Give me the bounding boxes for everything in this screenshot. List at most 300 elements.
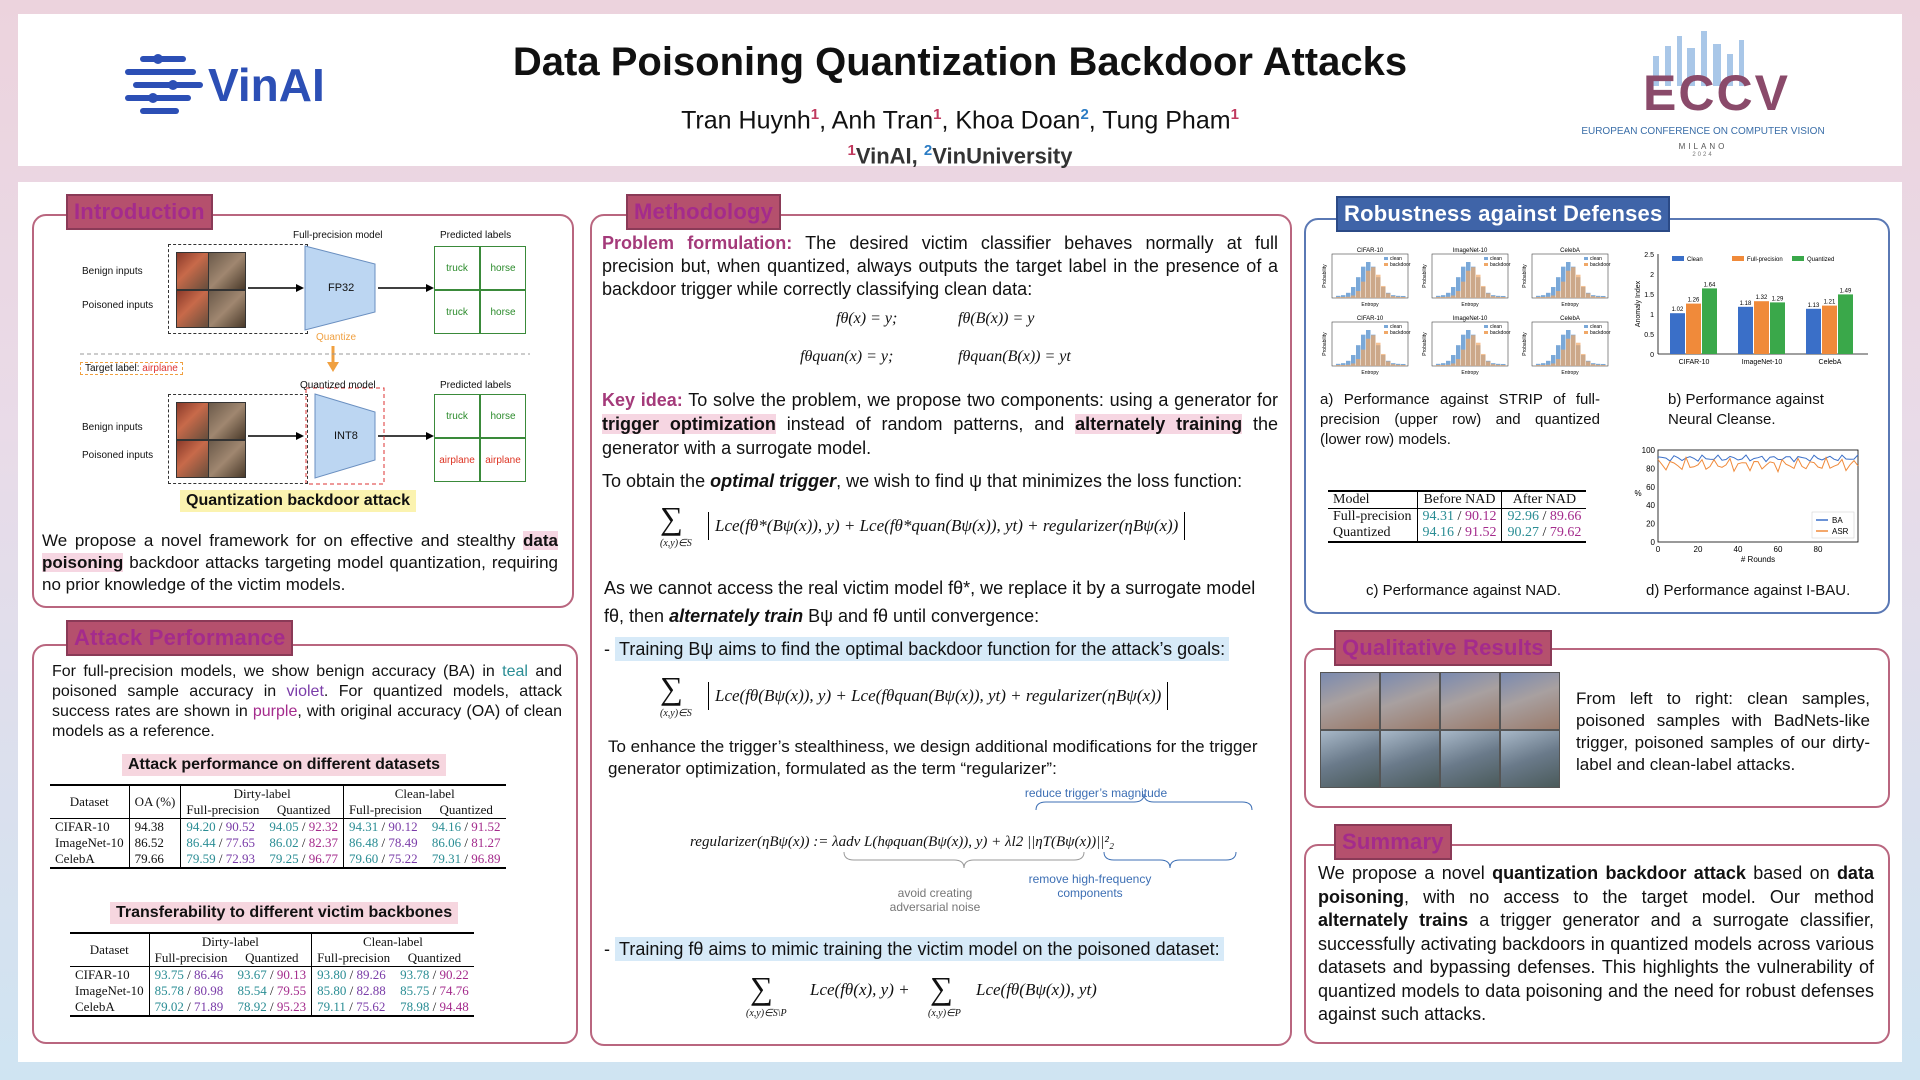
eccv-logo [1573,26,1833,156]
strip-bar-backdoor [1571,267,1576,298]
t1-cell-pair [427,819,506,836]
attack-text-teal: teal [502,663,528,680]
t1-sep: / [461,819,472,834]
strip-title: CelebA [1560,248,1580,254]
qual-sample-image [1380,730,1440,788]
t1-head-dirty: Dirty-label [181,785,344,802]
t2-value: 78.92 [237,999,267,1014]
strip-legend-swatch [1584,325,1588,328]
t2-sep: / [346,967,357,982]
affil-1: VinAI, [855,143,918,169]
nc-bar-label: 1.32 [1755,295,1768,302]
t2-cell-pair [233,967,312,984]
t1-head-dataset: Dataset [50,785,129,819]
nc-xtick: ImageNet-10 [1741,359,1783,366]
strip-bar-backdoor [1481,286,1486,298]
nc-bar [1738,307,1753,354]
strip-bar-backdoor [1556,359,1561,366]
nc-xtick: CelebA [1818,359,1842,366]
strip-title: CelebA [1560,316,1580,322]
strip-bar-backdoor [1556,291,1561,298]
nc-legend-swatch [1732,256,1744,261]
t2-sep: / [346,983,357,998]
nc-bar-label: 1.13 [1807,302,1820,309]
t1-cell-oa: 86.52 [129,835,181,851]
strip-bar-backdoor [1596,365,1601,366]
t1-cell-oa: 94.38 [129,819,181,836]
t2-head-dirty: Dirty-label [149,933,312,950]
t1-sep: / [461,851,472,866]
t1-value: 86.48 [348,835,379,850]
nc-bar [1822,306,1837,354]
strip-hist [1422,316,1511,376]
strip-legend-clean: clean [1390,256,1402,262]
strip-xlabel: Entropy [1361,370,1379,376]
ibau-legend-label: BA [1832,516,1843,525]
method-ki-a: To solve the problem, we propose two components: using a generator for [688,390,1279,410]
nc-bar-label: 1.26 [1687,297,1700,304]
t2-cell-pair [149,967,232,984]
t2-value: 79.02 [154,999,184,1014]
eq-1a: fθ(x) = y; [836,310,898,327]
strip-bar-backdoor [1471,335,1476,366]
strip-bar-backdoor [1396,365,1401,366]
nad-head-model: Model [1328,491,1417,509]
anno-remove-hf: remove high-frequency components [1028,872,1152,900]
fig-quantize-label: Quantize [316,332,357,343]
method-ki-hl1: trigger optimization [602,414,776,434]
sum-icon-2: ∑ [660,670,683,706]
qual-text: From left to right: clean samples, poisoned samples with BadNets-like trigger, poisoned samples of our dirty-label and clean-label attacks. [1576,689,1870,774]
loss-3-sum-a: (x,y)∈S\P [746,1008,787,1019]
fig-int8-label: INT8 [334,430,358,442]
method-bullet-1 [604,638,1280,660]
strip-bar-backdoor [1586,361,1591,366]
strip-bar-backdoor [1346,365,1351,366]
strip-ylabel: Probability [1422,332,1428,356]
nad-value: 90.12 [1464,509,1497,524]
t2-value: 85.80 [317,983,347,998]
strip-legend-swatch [1484,325,1488,328]
t2-value: 89.26 [356,967,386,982]
strip-legend-swatch [1484,263,1488,266]
nc-bar [1754,301,1769,354]
ibau-ytick: 20 [1646,519,1655,529]
t1-value: 94.16 [431,819,462,834]
t2-sep: / [345,999,357,1014]
method-title: Methodology [626,194,781,230]
method-surr-a: As we cannot access the real victim model fθ*, we replace it by a surrogate model fθ, then [604,578,1256,626]
ibau-line-ba [1658,455,1858,462]
attack-table-1 [50,784,506,869]
strip-bar-backdoor [1391,296,1396,298]
method-ki-b: instead of random patterns, and [786,414,1065,434]
t1-value: 96.77 [308,851,338,866]
strip-title: ImageNet-10 [1452,248,1488,254]
strip-bar-backdoor [1561,350,1566,366]
fig-fp32-label: FP32 [328,282,355,294]
loss-1 [660,500,1220,560]
t1-value: 96.89 [471,851,501,866]
strip-bar-backdoor [1456,291,1461,298]
strip-bar-backdoor [1376,275,1381,298]
ibau-ytick: 100 [1641,446,1655,455]
strip-legend-backdoor: backdoor [1490,262,1511,268]
neural-cleanse-chart [1630,244,1880,380]
strip-bar-backdoor [1461,282,1466,298]
ibau-xtick: 20 [1693,545,1703,554]
t2-value: 93.75 [154,967,184,982]
t2-cell-pair [395,967,474,984]
author-1-sup: 1 [810,106,820,123]
fig-poisoned-label-bot: Poisoned inputs [82,450,154,461]
nc-legend-swatch [1672,256,1684,261]
strip-ylabel: Probability [1522,332,1528,356]
qual-sample-image [1440,730,1500,788]
strip-hist [1522,248,1611,308]
author-3: Khoa Doan [955,106,1081,135]
strip-bar-backdoor [1336,365,1341,366]
strip-histograms [1314,244,1614,380]
strip-bar-backdoor [1361,282,1366,298]
strip-bar-backdoor [1466,271,1471,298]
t2-value: 93.80 [317,967,347,982]
loss-3-expr-a: Lce(fθ(x), y) + [810,980,910,999]
strip-legend-clean: clean [1490,256,1502,262]
nc-bar-label: 1.29 [1771,296,1784,303]
t2-sep: / [183,967,194,982]
nc-bar-label: 1.21 [1823,299,1836,306]
strip-bar-backdoor [1371,335,1376,366]
fig-pred-bot-4: airplane [480,438,526,482]
method-opt [602,470,1282,492]
strip-bar-backdoor [1546,297,1551,298]
t2-cell-pair [233,983,312,999]
eq-2b: fθquan(B(x)) = yt [958,348,1071,365]
eccv-logo-sub: EUROPEAN CONFERENCE ON COMPUTER VISION [1581,126,1825,137]
t1-cell-pair [343,851,426,868]
t2-value: 82.88 [356,983,386,998]
strip-bar-backdoor [1576,343,1581,366]
nc-xtick: CIFAR-10 [1678,359,1710,366]
eccv-logo-city: MILANO [1678,142,1728,151]
strip-bar-backdoor [1601,365,1606,366]
strip-bar-backdoor [1596,297,1601,298]
nc-legend-label: Clean [1687,257,1703,263]
method-ki-hl2: alternately training [1075,414,1243,434]
method-stealth: To enhance the trigger’s stealthiness, we design additional modifications for the trigger generator optimization, formulated as the term “regularizer”: [608,737,1258,778]
strip-bar-backdoor [1381,286,1386,298]
t1-cell-pair [427,835,506,851]
nad-sep: / [1454,509,1465,524]
caption-b: b) Performance against Neural Cleanse. [1668,391,1824,428]
t2-head-q2: Quantized [395,950,474,967]
table-row [1328,509,1586,526]
fig-pred-bot-2: horse [480,394,526,438]
affil-2: VinUniversity [932,143,1073,169]
t2-value: 79.11 [317,999,346,1014]
strip-bar-backdoor [1386,293,1391,298]
strip-bar-backdoor [1351,363,1356,366]
nad-value: 94.31 [1422,509,1455,524]
strip-bar-backdoor [1376,343,1381,366]
fig-img-horse-2 [208,402,246,440]
t1-value: 82.37 [308,835,338,850]
t1-value: 72.93 [225,851,256,866]
t1-value: 81.27 [471,835,501,850]
strip-bar-backdoor [1591,364,1596,366]
anno-reduce-magnitude: reduce trigger’s magnitude [1024,786,1168,800]
attack-text-4: , with original accuracy (OA) of clean models as a reference. [52,703,562,740]
qual-sample-image [1320,672,1380,730]
t2-sep: / [266,983,277,998]
t2-head-clean: Clean-label [362,934,423,949]
strip-legend-backdoor: backdoor [1590,262,1611,268]
attack-text-purple: purple [252,703,298,720]
t1-cell-dataset: CIFAR-10 [50,819,129,836]
nc-ytick: 2 [1650,272,1654,279]
header [18,14,1902,169]
author-4: Tung Pham [1102,106,1231,135]
author-2-sup: 1 [933,106,942,123]
affil-1-sup: 1 [847,142,856,159]
robust-title: Robustness against Defenses [1336,196,1670,232]
strip-bar-backdoor [1446,365,1451,366]
strip-bar-backdoor [1341,297,1346,298]
fig-q-model-label: Quantized model [300,380,376,391]
fig-pred-top-4: horse [480,290,526,334]
t2-value: 86.46 [193,967,224,982]
strip-bar-backdoor [1476,275,1481,298]
fig-pred-bot-1: truck [434,394,480,438]
t1-cell-dataset: CelebA [50,851,129,868]
t2-cell-dataset: CelebA [70,999,149,1016]
t2-sep: / [183,983,194,998]
nad-value: 79.62 [1549,525,1582,540]
t1-head-oa: OA (%) [129,785,181,819]
authors: Tran Huynh$^1$, Anh Tran$^1$, Khoa Doan$^2$, Tung Pham$^1$ [681,106,1239,135]
t1-cell-dataset: ImageNet-10 [50,835,129,851]
strip-bar-backdoor [1366,271,1371,298]
ibau-xtick: 80 [1813,545,1823,554]
caption-a: a) Performance against STRIP of full-precision (upper row) and quantized (lower row) models. [1320,391,1600,448]
attack-text [52,662,562,742]
nc-ytick: 0 [1650,352,1654,359]
t2-cell-pair [149,983,232,999]
ibau-ytick: 40 [1646,501,1655,511]
t1-cell-pair [181,819,264,836]
fig-pred-top-1: truck [434,246,480,290]
method-pf-label: Problem formulation: [602,233,793,253]
strip-xlabel: Entropy [1361,302,1379,308]
strip-legend-clean: clean [1490,324,1502,330]
nad-cell-pair [1417,509,1502,526]
method-opt-b: optimal trigger [710,471,837,491]
strip-bar-backdoor [1591,296,1596,298]
t2-cell-pair [395,999,474,1016]
author-4-sup: 1 [1230,106,1239,123]
strip-ylabel: Probability [1322,264,1328,288]
t2-head-q1: Quantized [233,950,312,967]
fig-pred-bot-3: airplane [434,438,480,482]
strip-bar-backdoor [1481,354,1486,366]
nc-bar [1670,313,1685,354]
ibau-xtick: 40 [1733,545,1743,554]
t1-cell-pair [181,835,264,851]
t1-sep: / [378,835,389,850]
t2-value: 95.23 [276,999,307,1014]
t1-value: 92.32 [308,819,338,834]
intro-text-a: We propose a novel framework for on effective and stealthy [42,531,516,550]
t1-value: 94.05 [269,819,299,834]
strip-bar-backdoor [1566,271,1571,298]
nc-bar [1838,294,1853,354]
nc-ytick: 1 [1650,312,1654,319]
t1-value: 75.22 [388,851,418,866]
loss-3 [746,970,1170,1030]
t2-sep: / [429,983,440,998]
strip-bar-backdoor [1361,350,1366,366]
ibau-ytick: 60 [1646,482,1655,492]
t2-sep: / [429,999,440,1014]
qual-sample-image [1500,730,1560,788]
table-row [50,819,506,836]
strip-bar-backdoor [1386,361,1391,366]
eq-2a: fθquan(x) = y; [800,348,894,365]
t2-sep: / [266,967,277,982]
strip-legend-swatch [1584,257,1588,260]
summary-hl1: quantization backdoor attack [1492,863,1746,883]
strip-bar-backdoor [1446,297,1451,298]
ibau-xlabel: # Rounds [1740,555,1776,564]
t1-sep: / [215,835,226,850]
t2-value: 93.78 [400,967,430,982]
ibau-ytick: 0 [1650,538,1655,547]
nad-cell-pair [1502,509,1586,526]
caption-c: c) Performance against NAD. [1366,582,1562,599]
ibau-chart [1632,444,1882,574]
bullet-dash-2: - [604,939,615,959]
t1-head-q1: Quantized [264,802,343,819]
strip-hist [1322,316,1411,376]
nc-bar [1806,309,1821,354]
strip-bar-backdoor [1551,295,1556,298]
t1-value: 91.52 [471,819,501,834]
strip-legend-clean: clean [1590,324,1602,330]
nc-ytick: 2.5 [1644,252,1654,259]
method-b2-text: Training fθ aims to mimic training the victim model on the poisoned dataset: [615,937,1224,961]
method-bullet-2 [604,938,1280,960]
ibau-line-asr [1658,458,1858,472]
strip-bar-backdoor [1451,295,1456,298]
method-surr-b: alternately train [669,606,804,626]
t2-value: 71.89 [193,999,224,1014]
strip-bar-backdoor [1436,365,1441,366]
eccv-logo-year: 2024 [1692,152,1714,158]
t2-cell-dataset: ImageNet-10 [70,983,149,999]
strip-bar-backdoor [1356,359,1361,366]
t1-sep: / [378,851,389,866]
strip-ylabel: Probability [1322,332,1328,356]
strip-bar-backdoor [1576,275,1581,298]
nc-bar [1770,302,1785,354]
t1-sep: / [215,851,226,866]
nad-cell-pair [1502,525,1586,542]
fig-poisoned-label-top: Poisoned inputs [82,300,154,311]
table-row [50,835,506,851]
fig-pred-labels-top: Predicted labels [440,230,512,241]
fig-pred-top-3: truck [434,290,480,334]
strip-bar-backdoor [1351,295,1356,298]
nad-value: 90.27 [1507,525,1539,540]
t2-head-fp2: Full-precision [312,950,395,967]
t1-sep: / [378,819,389,834]
t1-value: 77.65 [225,835,256,850]
strip-bar-backdoor [1546,365,1551,366]
method-pf-text: The desired victim classifier behaves normally at full precision but, when quantized, always outputs the target label in the presence of a backdoor trigger while correctly classifying clean data: [602,233,1278,299]
t1-sep: / [215,819,226,834]
loss-2-sum: (x,y)∈S [660,708,692,719]
regularizer-eq: regularizer(ηBψ(x)) := λadv L(hφquan(Bψ(x)), y) + λl2 ||ηT(Bψ(x))||²₂ [690,834,1115,850]
strip-legend-swatch [1584,331,1588,334]
t1-value: 79.59 [186,851,216,866]
strip-title: CIFAR-10 [1356,248,1384,254]
strip-bar-backdoor [1496,365,1501,366]
table-row [1328,525,1586,542]
t1-value: 94.31 [348,819,379,834]
t2-cell-dataset: CIFAR-10 [70,967,149,984]
t1-cell-pair [264,819,343,836]
nc-bar-label: 1.64 [1703,282,1716,289]
intro-figure [60,226,550,506]
ibau-legend-label: ASR [1832,527,1849,536]
t1-cell-pair [343,835,426,851]
sum-icon-3: ∑ [750,970,773,1006]
table-row [70,999,474,1016]
strip-legend-backdoor: backdoor [1590,330,1611,336]
attack-text-3: . For quantized models, attack success rates are shown in [52,683,562,720]
method-opt-a: To obtain the [602,471,706,491]
strip-bar-backdoor [1571,335,1576,366]
ibau-xtick: 60 [1773,545,1783,554]
t2-sep: / [266,999,277,1014]
vinai-logo-text: VinAI [208,59,325,111]
t1-value: 79.25 [269,851,299,866]
loss-3-sum-b: (x,y)∈P [928,1008,961,1019]
t1-head-fp1: Full-precision [181,802,264,819]
eq-1b: fθ(B(x)) = y [958,310,1035,327]
nad-value: 89.66 [1549,509,1582,524]
qual-image-grid [1320,672,1562,788]
strip-bar-backdoor [1336,297,1341,298]
t2-cell-pair [312,967,395,984]
strip-hist [1322,248,1411,308]
ibau-ytick: 80 [1646,464,1655,474]
nad-sep: / [1454,525,1465,540]
strip-xlabel: Entropy [1461,370,1479,376]
strip-bar-backdoor [1541,365,1546,366]
t2-head-fp1: Full-precision [149,950,232,967]
qual-sample-image [1320,730,1380,788]
fig-pred-top-2: horse [480,246,526,290]
strip-bar-backdoor [1601,297,1606,298]
qual-sample-image [1440,672,1500,730]
strip-xlabel: Entropy [1561,302,1579,308]
anno-avoid-adv: avoid creating adversarial noise [889,886,981,914]
nad-cell-pair [1417,525,1502,542]
strip-bar-backdoor [1491,296,1496,298]
strip-bar-backdoor [1486,361,1491,366]
